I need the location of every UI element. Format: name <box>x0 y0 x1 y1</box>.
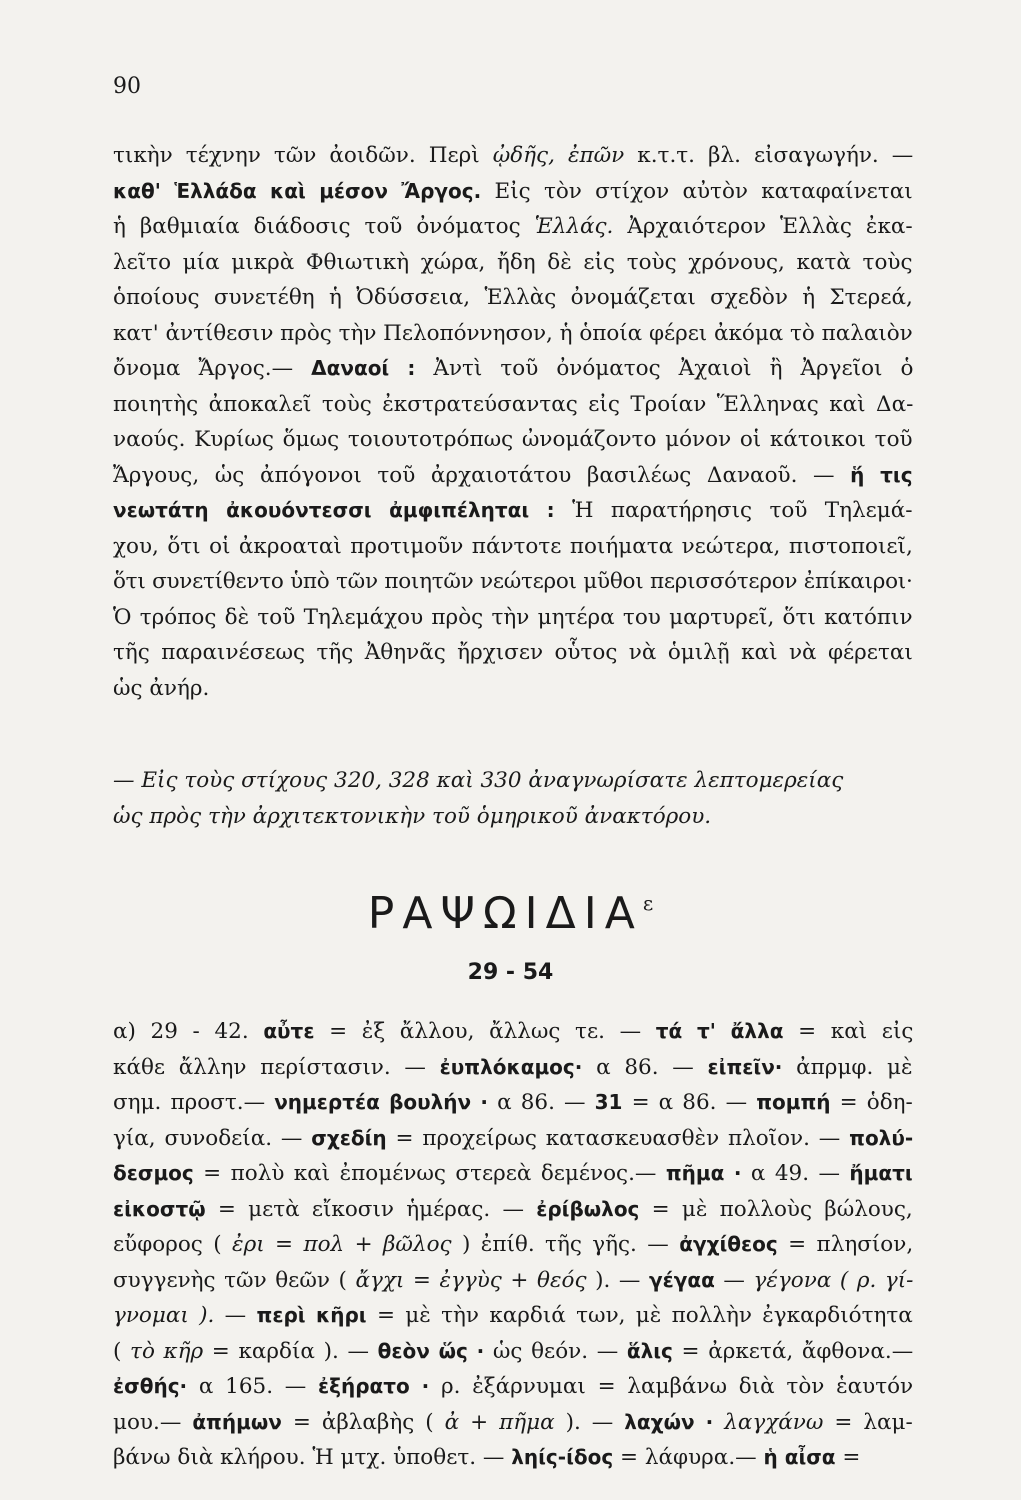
lemma-bold: λαχών · <box>624 1409 714 1434</box>
text-run: ὁποίους συνετέθη ἡ Ὀδύσσεια, Ἑλλὰς ὀνομάζεται σχεδὸν ἡ Στερεά, <box>113 285 913 310</box>
lemma-bold: καθ' Ἑλλάδα καὶ μέσον Ἄργος. <box>113 178 482 203</box>
text-run: = καὶ εἰς <box>783 1019 914 1044</box>
text-run: α 86. — <box>582 1054 708 1080</box>
page-number: 90 <box>113 74 141 99</box>
text-line <box>113 1085 913 1121</box>
text-run: ὄνομα Ἄργος.— <box>113 356 312 381</box>
lemma-bold: ἐσθής· <box>113 1374 188 1398</box>
text-run: σημ. προστ.— <box>113 1090 275 1115</box>
lemma-bold: εἰκοστῷ <box>113 1196 206 1221</box>
verse-range: 29 - 54 <box>467 960 554 985</box>
text-line <box>113 1263 913 1299</box>
text-line <box>113 635 913 671</box>
text-run: = ἀβλαβὴς ( <box>281 1409 445 1435</box>
text-line <box>113 529 913 565</box>
commentary-paragraph-2 <box>113 1014 913 1476</box>
text-run <box>713 1405 724 1441</box>
text-run: Ἡ παρατήρησις τοῦ Τηλεμά- <box>554 498 913 523</box>
lemma-bold: ἅλις <box>626 1338 673 1363</box>
text-run: — <box>214 1303 257 1328</box>
lemma-bold: σχεδίη <box>311 1125 387 1150</box>
text-run: α) 29 - 42. <box>113 1019 264 1044</box>
text-run: ὅτι συνετίθεντο ὑπὸ τῶν ποιητῶν νεώτεροι μῦθοι περισσότερον ἐπίκαιροι· <box>113 569 913 594</box>
text-run: τῆς παραινέσεως τῆς Ἀθηνᾶς ἤρχισεν οὗτος νὰ ὁμιλῇ καὶ νὰ φέρεται <box>113 640 913 665</box>
text-run: ( <box>113 1338 131 1364</box>
text-line <box>113 1014 913 1050</box>
text-run: Ὁ τρόπος δὲ τοῦ Τηλεμάχου πρὸς τὴν μητέρα του μαρτυρεῖ, ὅτι κατόπιν <box>113 604 913 630</box>
text-run: κάθε ἄλλην περίστασιν. — <box>113 1054 440 1080</box>
text-run: ) ἐπίθ. τῆς γῆς. — <box>451 1232 680 1257</box>
text-line <box>113 1440 913 1476</box>
text-line <box>113 799 973 835</box>
text-run: = μὲ τὴν καρδιά των, μὲ πολλὴν ἐγκαρδιότητα <box>366 1303 913 1328</box>
text-line <box>113 1156 913 1192</box>
text-line <box>113 600 913 636</box>
lemma-bold: ἀπήμων <box>192 1409 282 1434</box>
text-line <box>113 1227 913 1263</box>
lemma-bold: ἀγχίθεος <box>679 1232 778 1256</box>
text-line <box>113 422 913 458</box>
text-run: Ἀντὶ τοῦ ὀνόματος Ἀχαιοὶ ἢ Ἀργεῖοι ὁ <box>415 356 914 381</box>
text-run: λεῖτο μία μικρὰ Φθιωτικὴ χώρα, ἤδη δὲ εἰς τοὺς χρόνους, κατὰ τοὺς <box>113 249 913 275</box>
text-run: = προχείρως κατασκευασθὲν πλοῖον. — <box>386 1125 850 1151</box>
text-run: εὔφορος ( <box>113 1232 233 1257</box>
text-line <box>113 1369 913 1405</box>
text-line <box>113 351 913 387</box>
text-run: τικὴν τέχνην τῶν ἀοιδῶν. Περὶ <box>113 143 493 168</box>
text-line <box>113 1405 913 1441</box>
text-run: = μετὰ εἴκοσιν ἡμέρας. — <box>205 1196 537 1222</box>
text-run: = <box>835 1445 861 1470</box>
lemma-bold: νημερτέα βουλήν · <box>274 1090 488 1114</box>
lemma-bold: αὖτε <box>263 1019 315 1043</box>
text-run: ναούς. Κυρίως ὅμως τοιουτοτρόπως ὠνομάζοντο μόνον οἱ κάτοικοι τοῦ <box>113 427 913 452</box>
text-line <box>113 387 913 423</box>
lemma-bold: τά τ' ἄλλα <box>655 1019 784 1043</box>
italic-text: ὡς πρὸς τὴν ἀρχιτεκτονικὴν τοῦ ὁμηρικοῦ ἀνακτόρου. <box>113 803 712 829</box>
text-run: ποιητὴς ἀποκαλεῖ τοὺς ἐκστρατεύσαντας εἰς Τροίαν Ἕλληνας καὶ Δα- <box>113 391 914 417</box>
commentary-paragraph-1 <box>113 138 913 706</box>
italic-text: τὸ κῆρ <box>130 1338 204 1364</box>
text-run: — <box>714 1267 754 1293</box>
text-run: Εἰς τὸν στίχον αὐτὸν καταφαίνεται <box>481 178 913 204</box>
italic-text: — Εἰς τοὺς στίχους 320, 328 καὶ 330 ἀναγνωρίσατε λεπτομερείας <box>113 768 844 793</box>
text-line <box>113 458 913 494</box>
lemma-bold: εἰπεῖν· <box>707 1054 783 1079</box>
rhapsody-title: ΡΑΨΩΙΔΙΑ <box>367 888 643 939</box>
text-line <box>113 138 913 174</box>
text-run: α 49. — <box>741 1161 850 1186</box>
italic-text: Ἑλλάς. <box>534 214 614 239</box>
italic-text: ἀ + πῆμα <box>444 1409 555 1435</box>
lemma-bold: ληίς-ίδος <box>511 1445 614 1469</box>
italic-text: ἐρι = πολ + βῶλος <box>232 1232 452 1257</box>
text-line <box>113 671 913 707</box>
italic-text: γνομαι ). <box>113 1303 215 1328</box>
text-line <box>113 209 913 245</box>
lemma-bold: ἐυπλόκαμος· <box>439 1054 583 1079</box>
text-run: ). — <box>586 1267 649 1293</box>
text-run: συγγενὴς τῶν θεῶν ( <box>113 1267 356 1293</box>
text-line <box>113 316 913 352</box>
text-run: ἀπρμφ. μὲ <box>782 1054 913 1080</box>
italic-text: ἄγχι = ἐγγὺς + θεός <box>355 1267 587 1293</box>
text-run: Ἄργους, ὡς ἀπόγονοι τοῦ ἀρχαιοτάτου βασιλέως Δαναοῦ. — <box>113 462 851 488</box>
lemma-bold: πολύ- <box>849 1125 914 1150</box>
text-run: Ἀρχαιότερον Ἑλλὰς ἐκα- <box>613 214 913 239</box>
text-line <box>113 1298 913 1334</box>
lemma-bold: γέγαα <box>648 1267 715 1292</box>
exercise-note <box>113 763 973 834</box>
text-run: = καρδία ). — <box>203 1338 378 1364</box>
lemma-bold: ἥ τις <box>850 462 913 487</box>
text-run: ἡ βαθμιαία διάδοσις τοῦ ὀνόματος <box>113 214 535 239</box>
lemma-bold: ἐρίβωλος <box>536 1196 640 1221</box>
text-run: ὡς θεόν. — <box>484 1338 627 1364</box>
text-run: α 165. — <box>187 1374 319 1399</box>
text-line <box>113 280 913 316</box>
text-line <box>113 564 913 600</box>
text-run: = λάφυρα.— <box>613 1445 764 1470</box>
text-run: = ἐξ ἄλλου, ἄλλως τε. — <box>314 1019 656 1044</box>
text-run: χου, ὅτι οἱ ἀκροαταὶ προτιμοῦν πάντοτε ποιήματα νεώτερα, πιστοποιεῖ, <box>113 533 913 559</box>
lemma-bold: νεωτάτη ἀκουόντεσσι ἀμφιπέληται : <box>113 498 555 522</box>
text-run: = μὲ πολλοὺς βώλους, <box>639 1196 913 1222</box>
text-run: = πλησίον, <box>777 1232 914 1257</box>
text-line <box>113 1050 913 1086</box>
text-run: μου.— <box>113 1409 193 1435</box>
text-run: α 86. — <box>488 1090 595 1115</box>
lemma-bold: δεσμος <box>113 1161 194 1185</box>
text-line <box>113 493 913 529</box>
lemma-bold: ἐξήρατο · <box>318 1374 430 1398</box>
italic-text: ᾠδῆς, ἐπῶν <box>492 143 625 168</box>
italic-text: γέγονα ( ρ. γί- <box>753 1267 914 1293</box>
text-line <box>113 245 913 281</box>
rhapsody-letter: ε <box>642 891 654 915</box>
italic-text: λαγχάνω <box>724 1409 824 1435</box>
text-run: ). — <box>554 1409 625 1435</box>
text-line <box>113 174 913 210</box>
text-run: ρ. ἐξάρνυμαι = λαμβάνω διὰ τὸν ἑαυτόν <box>429 1374 914 1399</box>
text-run: γία, συνοδεία. — <box>113 1125 312 1151</box>
lemma-bold: περὶ κῆρι <box>256 1303 367 1327</box>
text-line <box>113 1334 913 1370</box>
rhapsody-heading <box>0 875 1021 939</box>
text-run: βάνω διὰ κλήρου. Ἡ μτχ. ὑποθετ. — <box>113 1445 512 1470</box>
text-run: = ὁδη- <box>830 1090 913 1115</box>
lemma-bold: θεὸν ὥς · <box>377 1338 485 1363</box>
lemma-bold: ἡ αἶσα <box>763 1445 836 1469</box>
text-run: κ.τ.τ. βλ. εἰσαγωγήν. — <box>624 143 914 168</box>
lemma-bold: Δαναοί : <box>311 356 416 380</box>
text-line <box>113 763 973 799</box>
text-run: = λαμ- <box>823 1409 913 1435</box>
text-run: = πολὺ καὶ ἐπομένως στερεὰ δεμένος.— <box>193 1161 666 1186</box>
text-run: κατ' ἀντίθεσιν πρὸς τὴν Πελοπόννησον, ἡ ὁποία φέρει ἀκόμα τὸ παλαιὸν <box>113 320 913 346</box>
lemma-bold: ἤματι <box>849 1161 913 1185</box>
text-run: = ἀρκετά, ἄφθονα.— <box>672 1338 914 1364</box>
text-run: = α 86. — <box>622 1090 757 1115</box>
text-line <box>113 1121 913 1157</box>
lemma-bold: πῆμα · <box>665 1161 742 1185</box>
lemma-bold: πομπή <box>756 1090 831 1114</box>
lemma-bold: 31 <box>594 1090 623 1114</box>
text-run: ὡς ἀνήρ. <box>113 675 210 701</box>
text-line <box>113 1192 913 1228</box>
